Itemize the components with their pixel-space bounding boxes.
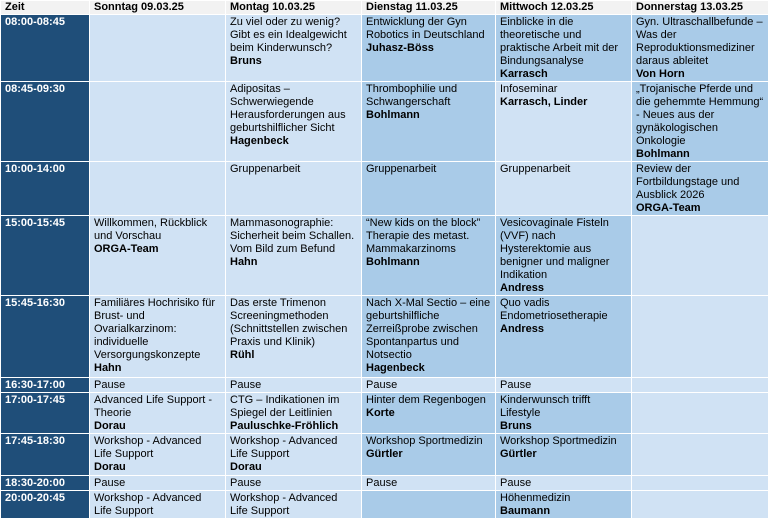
session-cell — [496, 216, 632, 296]
session-speaker: Korte — [366, 407, 395, 419]
session-title: Vesicovaginale Fisteln (VVF) nach Hysterektomie aus benigner und maligner Indikation — [500, 217, 610, 281]
time-slot: 08:00-08:45 — [1, 15, 90, 82]
time-slot: 18:30-20:00 — [1, 476, 90, 491]
schedule-row — [1, 434, 768, 476]
session-speaker: Bohlmann — [366, 109, 420, 121]
session-cell — [90, 162, 226, 216]
session-title: Pause — [366, 379, 398, 391]
schedule-row — [1, 15, 768, 82]
session-title: Pause — [366, 477, 398, 489]
session-cell — [632, 216, 768, 296]
schedule-row — [1, 378, 768, 393]
session-title: Quo vadis Endometriosetherapie — [500, 297, 608, 322]
header-sunday: Sonntag 09.03.25 — [90, 1, 226, 15]
session-cell — [226, 378, 362, 393]
session-cell — [362, 434, 496, 476]
session-title: Workshop Sportmedizin — [500, 435, 617, 447]
time-slot: 08:45-09:30 — [1, 82, 90, 162]
session-cell — [496, 393, 632, 434]
session-speaker: Bruns — [230, 55, 262, 67]
session-title: Advanced Life Support -Theorie — [94, 394, 213, 419]
session-title: Infoseminar — [500, 83, 558, 95]
session-cell — [90, 491, 226, 519]
session-cell — [632, 393, 768, 434]
header-thursday: Donnerstag 13.03.25 — [632, 1, 768, 15]
session-cell — [362, 378, 496, 393]
session-title: Pause — [500, 477, 532, 489]
session-cell — [226, 216, 362, 296]
session-title: Gruppenarbeit — [366, 163, 437, 175]
session-speaker: Hahn — [230, 256, 258, 268]
time-slot: 10:00-14:00 — [1, 162, 90, 216]
session-cell — [632, 82, 768, 162]
session-speaker: Dorau — [94, 420, 126, 432]
session-speaker: Bohlmann — [366, 256, 420, 268]
session-cell — [632, 476, 768, 491]
session-speaker: Pauluschke-Fröhlich — [230, 420, 339, 432]
session-title: Pause — [230, 379, 262, 391]
session-title: „Trojanische Pferde und die gehemmte Hemmung“ - Neues aus der gynäkologischen Onkologie — [636, 83, 764, 147]
session-title: Mammasonographie: Sicherheit beim Schallen. Vom Bild zum Befund — [230, 217, 355, 255]
session-speaker: Andress — [500, 323, 545, 335]
session-speaker: Karrasch — [500, 68, 548, 80]
session-speaker: Dorau — [230, 461, 262, 473]
header-time: Zeit — [1, 1, 90, 15]
session-title: Gruppenarbeit — [230, 163, 301, 175]
session-cell — [90, 434, 226, 476]
session-cell — [496, 378, 632, 393]
session-cell — [226, 162, 362, 216]
session-cell — [496, 15, 632, 82]
session-cell — [226, 434, 362, 476]
schedule-row — [1, 491, 768, 519]
session-cell — [362, 15, 496, 82]
header-monday: Montag 10.03.25 — [226, 1, 362, 15]
session-title: Adipositas – Schwerwiegende Herausforderungen aus geburtshilflicher Sicht — [230, 83, 346, 134]
session-cell — [90, 82, 226, 162]
session-title: Willkommen, Rückblick und Vorschau — [94, 217, 208, 242]
header-wednesday: Mittwoch 12.03.25 — [496, 1, 632, 15]
session-cell — [496, 82, 632, 162]
session-cell — [496, 434, 632, 476]
session-speaker: ORGA-Team — [94, 243, 159, 255]
session-speaker: Gürtler — [500, 448, 537, 460]
schedule-row — [1, 296, 768, 378]
session-cell — [226, 393, 362, 434]
session-speaker: Rühl — [230, 349, 255, 361]
session-title: CTG – Indikationen im Spiegel der Leitlinien — [230, 394, 340, 419]
session-title: Thrombophilie und Schwangerschaft — [366, 83, 458, 108]
session-speaker: Von Horn — [636, 68, 685, 80]
session-title: Workshop Sportmedizin — [366, 435, 483, 447]
session-speaker: Bohlmann — [636, 148, 690, 160]
session-cell — [226, 296, 362, 378]
session-title: Das erste Trimenon Screeningmethoden (Schnittstellen zwischen Praxis und Klinik) — [230, 297, 348, 348]
session-cell — [632, 15, 768, 82]
header-tuesday: Dienstag 11.03.25 — [362, 1, 496, 15]
session-title: Gruppenarbeit — [500, 163, 571, 175]
session-title: Workshop - Advanced Life Support — [94, 435, 202, 460]
session-cell — [362, 393, 496, 434]
session-speaker: Hagenbeck — [366, 362, 425, 374]
session-speaker: Hagenbeck — [230, 135, 289, 147]
session-speaker: Karrasch, Linder — [500, 96, 588, 108]
time-slot: 15:45-16:30 — [1, 296, 90, 378]
session-title: Höhenmedizin — [500, 492, 571, 504]
session-title: Hinter dem Regenbogen — [366, 394, 486, 406]
session-title: Pause — [94, 477, 126, 489]
schedule-row — [1, 216, 768, 296]
session-speaker: ORGA-Team — [636, 202, 701, 214]
session-title: Pause — [230, 477, 262, 489]
session-cell — [90, 15, 226, 82]
session-title: Workshop - Advanced Life Support — [94, 492, 202, 517]
session-cell — [362, 296, 496, 378]
session-title: Workshop - Advanced Life Support — [230, 492, 338, 517]
header-row — [1, 1, 768, 15]
time-slot: 17:45-18:30 — [1, 434, 90, 476]
session-title: Nach X-Mal Sectio – eine geburtshilfliche Zerreißprobe zwischen Spontanpartus und Notsectio — [366, 297, 491, 361]
session-title: “New kids on the block” Therapie des metast. Mammakarzinoms — [366, 217, 481, 255]
session-cell — [226, 476, 362, 491]
session-title: Kinderwunsch trifft Lifestyle — [500, 394, 591, 419]
time-slot: 16:30-17:00 — [1, 378, 90, 393]
schedule-row — [1, 393, 768, 434]
session-speaker: Dorau — [94, 461, 126, 473]
session-cell — [90, 216, 226, 296]
time-slot: 15:00-15:45 — [1, 216, 90, 296]
session-cell — [632, 162, 768, 216]
session-title: Zu viel oder zu wenig? Gibt es ein Idealgewicht beim Kinderwunsch? — [230, 16, 347, 54]
session-speaker: Andress — [500, 282, 545, 294]
session-speaker: Gürtler — [366, 448, 403, 460]
session-cell — [90, 378, 226, 393]
session-title: Gyn. Ultraschallbefunde – Was der Reproduktionsmediziner daraus ableitet — [636, 16, 763, 67]
session-cell — [632, 491, 768, 519]
session-cell — [632, 296, 768, 378]
session-cell — [362, 216, 496, 296]
session-cell — [226, 491, 362, 519]
session-cell — [632, 378, 768, 393]
session-speaker: Hahn — [94, 362, 122, 374]
session-cell — [226, 15, 362, 82]
session-cell — [496, 162, 632, 216]
session-title: Workshop - Advanced Life Support — [230, 435, 338, 460]
session-cell — [362, 491, 496, 519]
session-cell — [496, 491, 632, 519]
session-cell — [90, 476, 226, 491]
session-title: Review der Fortbildungstage und Ausblick 2026 — [636, 163, 740, 201]
session-cell — [496, 296, 632, 378]
schedule-row — [1, 476, 768, 491]
session-speaker: Baumann — [500, 505, 551, 517]
session-cell — [362, 82, 496, 162]
session-title: Pause — [94, 379, 126, 391]
session-cell — [226, 82, 362, 162]
session-speaker: Bruns — [500, 420, 532, 432]
time-slot: 20:00-20:45 — [1, 491, 90, 519]
session-cell — [362, 476, 496, 491]
session-cell — [90, 393, 226, 434]
schedule-row — [1, 82, 768, 162]
session-title: Pause — [500, 379, 532, 391]
session-title: Familiäres Hochrisiko für Brust- und Ovarialkarzinom: individuelle Versorgungskonzepte — [94, 297, 216, 361]
session-title: Entwicklung der Gyn Robotics in Deutschland — [366, 16, 485, 41]
session-title: Einblicke in die theoretische und praktische Arbeit mit der Bindungsanalyse — [500, 16, 618, 67]
session-cell — [362, 162, 496, 216]
session-speaker: Juhasz-Böss — [366, 42, 434, 54]
time-slot: 17:00-17:45 — [1, 393, 90, 434]
session-cell — [632, 434, 768, 476]
session-cell — [496, 476, 632, 491]
schedule-row — [1, 162, 768, 216]
session-cell — [90, 296, 226, 378]
